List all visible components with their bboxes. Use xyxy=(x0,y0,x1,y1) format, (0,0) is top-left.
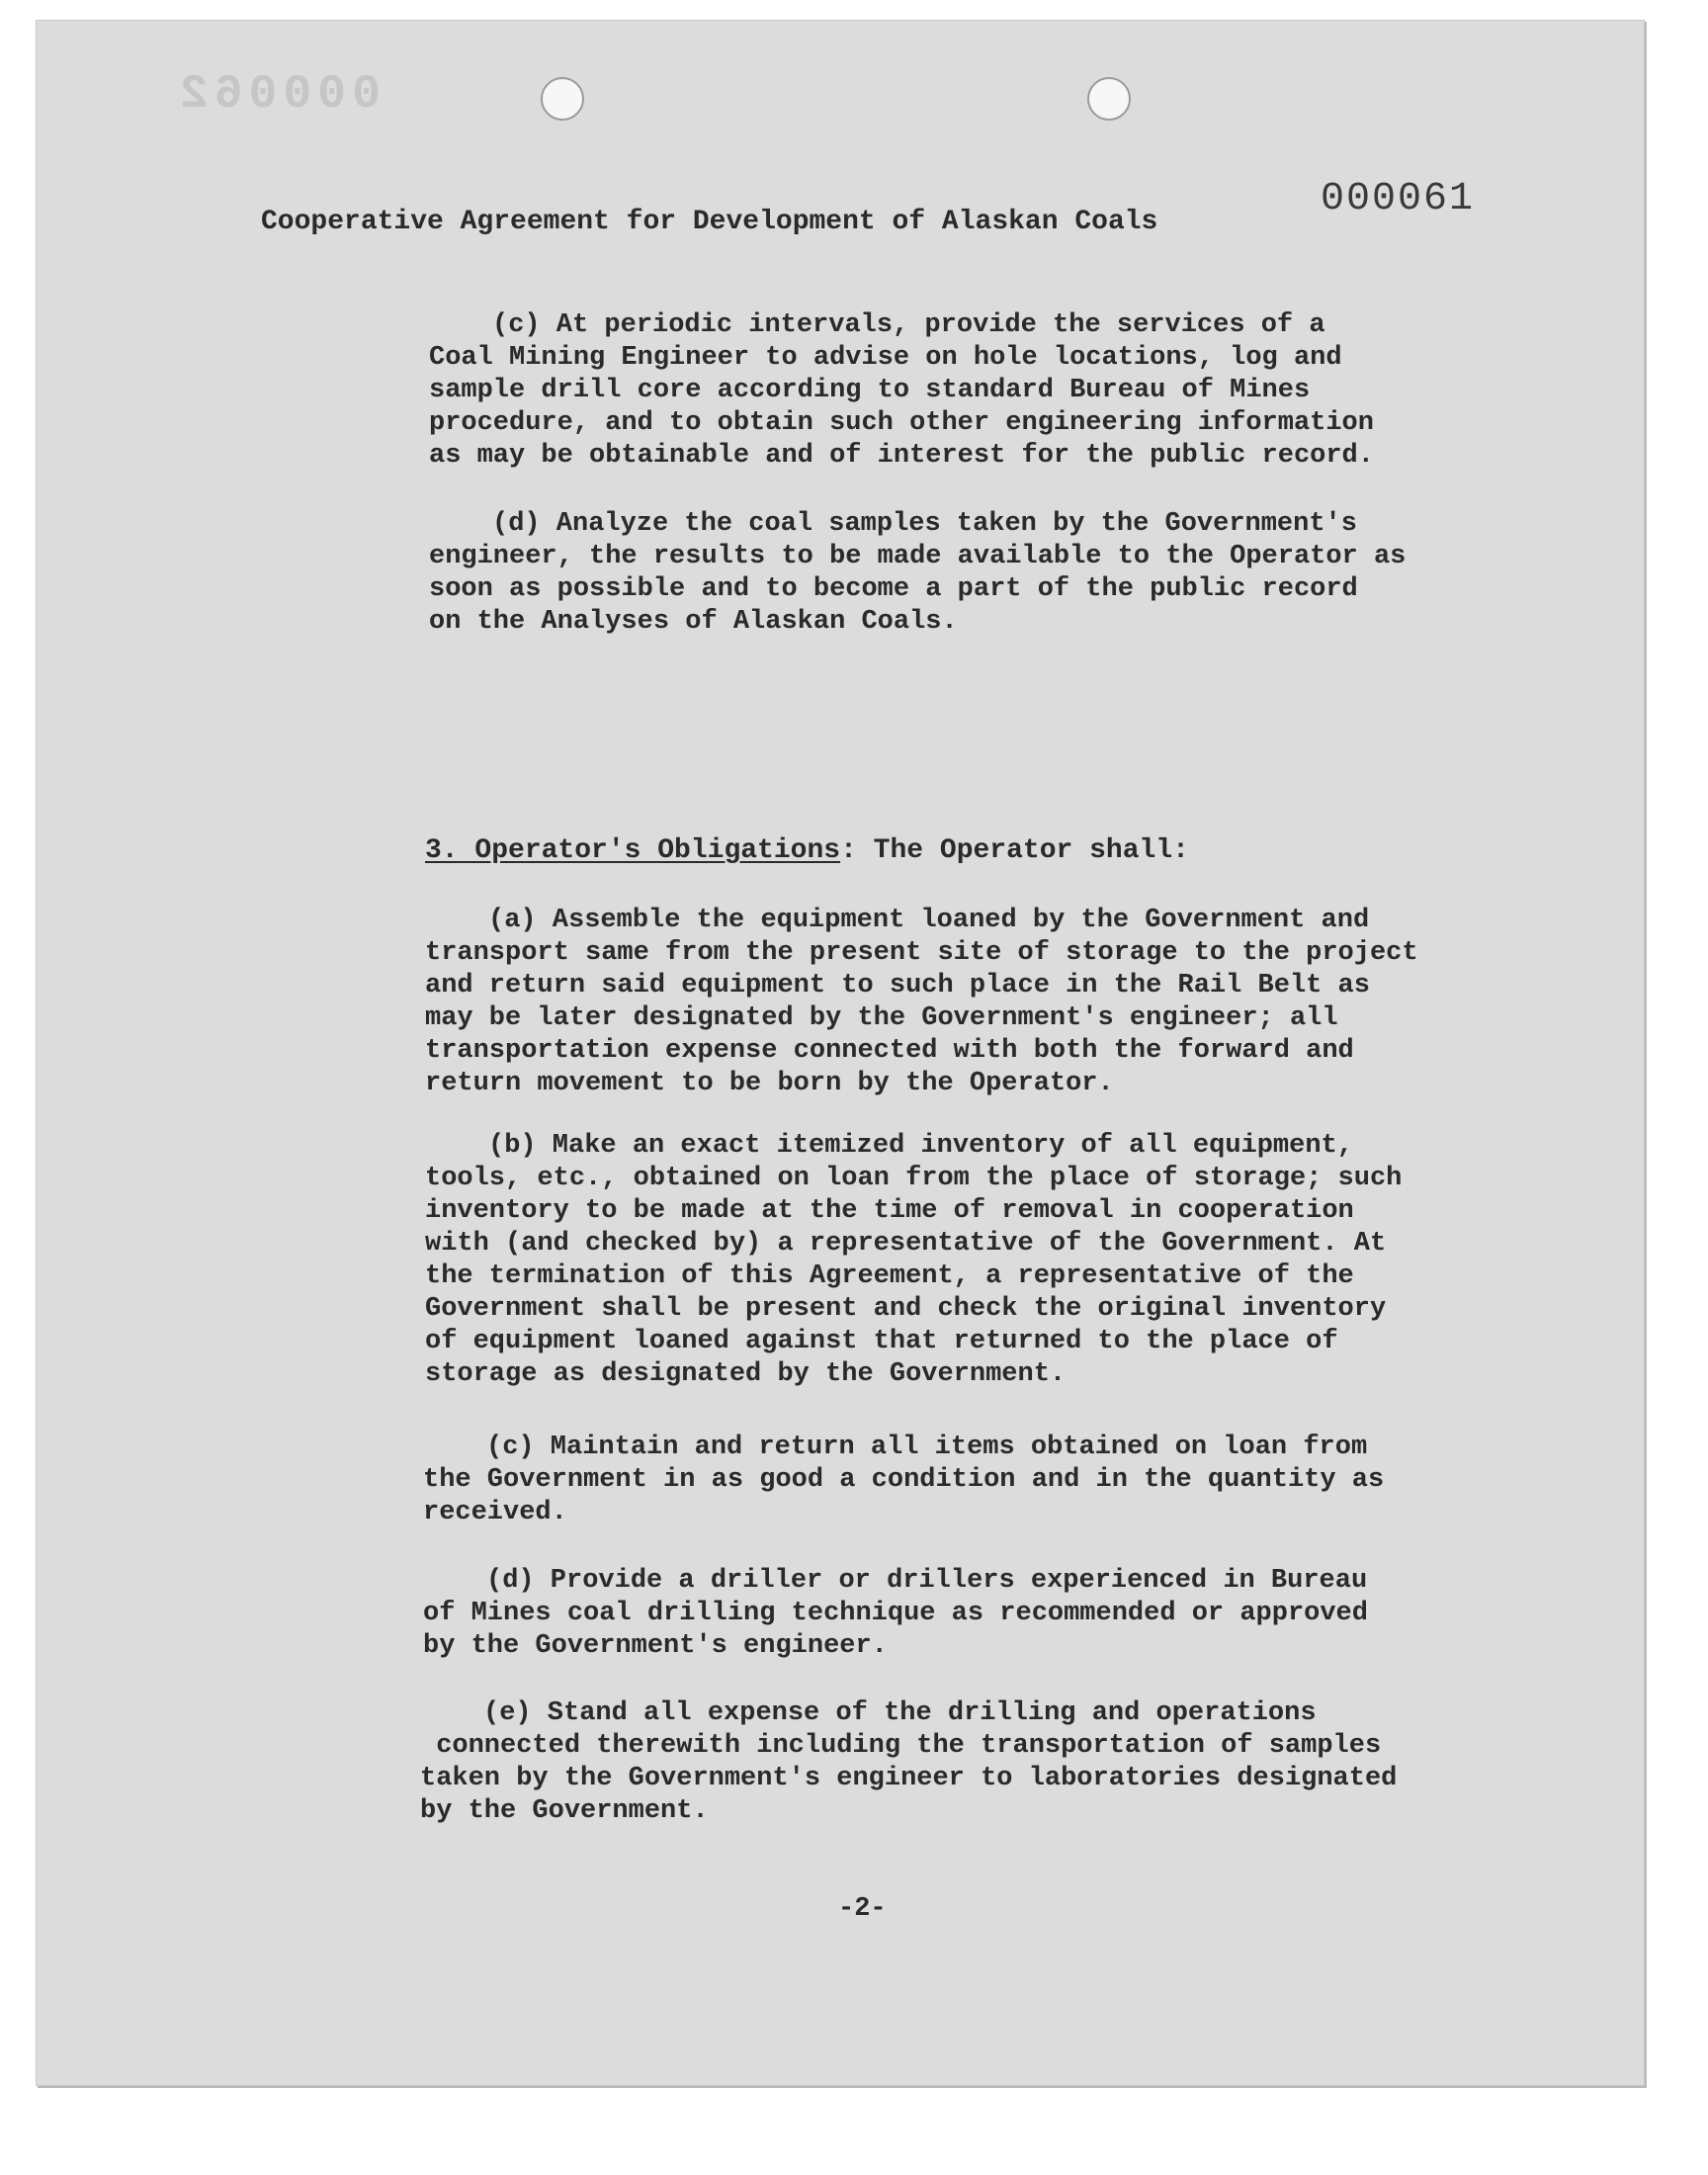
page-number: -2- xyxy=(838,1894,887,1924)
paragraph-3c-text: (c) Maintain and return all items obtained on loan from the Government in as good a condition and in the quantity as received. xyxy=(423,1433,1385,1527)
paragraph-2d-text: (d) Analyze the coal samples taken by the Government's engineer, the results to be made available to the Operator as soon as possible and to become a part of the public record on the Analyses of Alaskan Coals. xyxy=(429,509,1407,637)
paragraph-3c xyxy=(423,1432,1384,1529)
paragraph-3e-text: (e) Stand all expense of the drilling and operations connected therewith including the transportation of samples taken by the Government's engineer to laboratories designated by the Government. xyxy=(420,1698,1398,1826)
document-page xyxy=(36,20,1645,2086)
paragraph-2c-text: (c) At periodic intervals, provide the services of a Coal Mining Engineer to advise on hole locations, log and sample drill core according to standard Bureau of Mines procedure, and to obtain such other engineering information as may be obtainable and of interest for the public record. xyxy=(429,310,1374,471)
paragraph-3b-text: (b) Make an exact itemized inventory of all equipment, tools, etc., obtained on loan from the place of storage; such inventory to be made at the time of removal in cooperation with (and checked by) a representative of the Government. At the termination of this Agreement, a representative of the Government shall be present and check the original inventory of equipment loaned against that returned to the place of storage as designated by the Government. xyxy=(425,1131,1403,1389)
section-3-heading xyxy=(425,834,1189,867)
paragraph-2c xyxy=(429,309,1374,473)
paragraph-3a-text: (a) Assemble the equipment loaned by the Government and transport same from the present site of storage to the project and return said equipment to such place in the Rail Belt as may be later designated by the Government's engineer; all transportation expense connected with both the forward and return movement to be born by the Operator. xyxy=(425,906,1418,1098)
section-3-rest: : The Operator shall: xyxy=(840,835,1189,866)
section-3-label: 3. Operator's Obligations xyxy=(425,835,841,866)
paragraph-3d-text: (d) Provide a driller or drillers experienced in Bureau of Mines coal drilling technique as recommended or approved by the Government's engineer. xyxy=(423,1566,1368,1661)
paragraph-2d xyxy=(429,508,1406,639)
document-header: Cooperative Agreement for Development of Alaskan Coals xyxy=(261,207,1158,237)
paragraph-3e xyxy=(420,1697,1397,1828)
paragraph-3d xyxy=(423,1565,1368,1663)
bleed-through-number: 000062 xyxy=(174,68,381,122)
document-stamp-number: 000061 xyxy=(1321,177,1476,221)
paragraph-3b xyxy=(425,1130,1402,1391)
paragraph-3a xyxy=(425,905,1418,1100)
punch-hole-left xyxy=(541,77,584,121)
punch-hole-right xyxy=(1087,77,1131,121)
